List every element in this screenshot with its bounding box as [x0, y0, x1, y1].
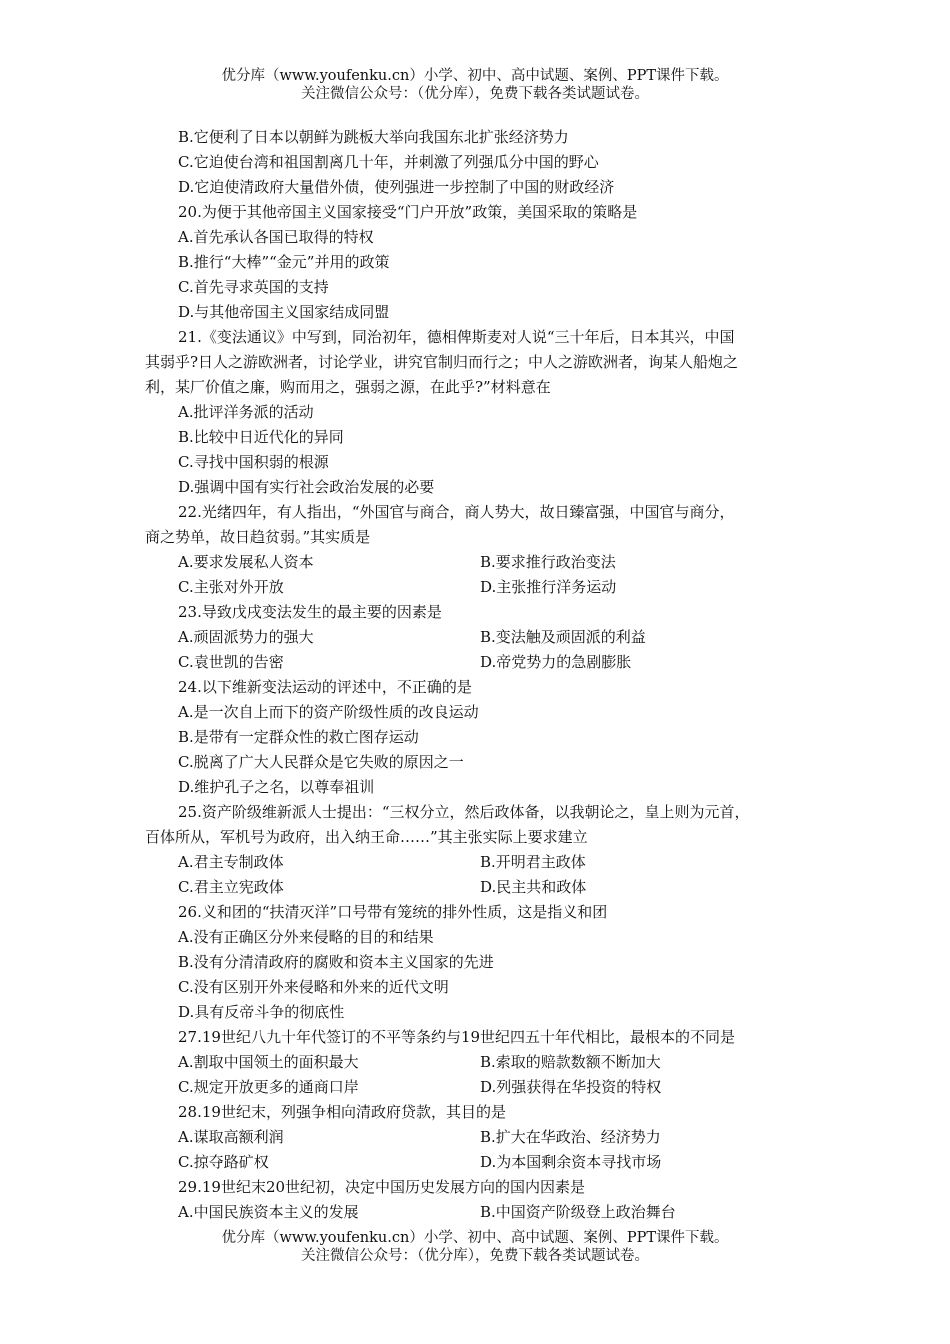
q27-stem: 27.19世纪八九十年代签订的不平等条约与19世纪四五十年代相比，最根本的不同是	[178, 1028, 736, 1046]
q25-stem-line-1: 25.资产阶级维新派人士提出：“三权分立，然后政体备，以我朝论之，皇上则为元首，	[178, 803, 750, 821]
page-header	[0, 67, 950, 103]
q22-stem-line-2: 商之势单，故日趋贫弱。”其实质是	[145, 528, 371, 546]
q28-option-c: C.掠夺路矿权	[178, 1153, 269, 1171]
exam-content	[145, 125, 815, 1225]
q28-options-row-1	[145, 1125, 815, 1150]
q20-option-c: C.首先寻求英国的支持	[178, 278, 329, 296]
q21-option-c: C.寻找中国积弱的根源	[178, 453, 329, 471]
q22-options-row-1	[145, 550, 815, 575]
q25-options-row-1	[145, 850, 815, 875]
q20-option-d: D.与其他帝国主义国家结成同盟	[178, 303, 390, 321]
q21-stem-line-2: 其弱乎?日人之游欧洲者，讨论学业，讲究官制归而行之；中人之游欧洲者，询某人船炮之	[145, 353, 739, 371]
q29-option-a: A.中国民族资本主义的发展	[178, 1203, 359, 1221]
header-line-2: 关注微信公众号：（优分库），免费下载各类试题试卷。	[301, 86, 649, 102]
page-footer	[0, 1229, 950, 1265]
q24-option-b: B.是带有一定群众性的救亡图存运动	[178, 728, 419, 746]
q25-option-a: A.君主专制政体	[178, 853, 284, 871]
q27-option-b: B.索取的赔款数额不断加大	[480, 1053, 661, 1071]
q22-option-a: A.要求发展私人资本	[178, 553, 314, 571]
q21-option-b: B.比较中日近代化的异同	[178, 428, 344, 446]
footer-line-1: 优分库（www.youfenku.cn）小学、初中、高中试题、案例、PPT课件下载。	[221, 1230, 729, 1246]
q28-option-a: A.谋取高额利润	[178, 1128, 284, 1146]
q20-option-b: B.推行“大棒”“金元”并用的政策	[178, 253, 390, 271]
q26-option-b: B.没有分清清政府的腐败和资本主义国家的先进	[178, 953, 494, 971]
q21-option-a: A.批评洋务派的活动	[178, 403, 314, 421]
q27-option-a: A.割取中国领土的面积最大	[178, 1053, 359, 1071]
footer-line-2: 关注微信公众号：（优分库），免费下载各类试题试卷。	[301, 1248, 649, 1264]
q22-option-c: C.主张对外开放	[178, 578, 284, 596]
q26-stem: 26.义和团的“扶清灭洋”口号带有笼统的排外性质，这是指义和团	[178, 903, 608, 921]
q25-option-d: D.民主共和政体	[480, 878, 587, 896]
q26-option-d: D.具有反帝斗争的彻底性	[178, 1003, 345, 1021]
q21-stem-line-1: 21.《变法通议》中写到，同治初年，德相俾斯麦对人说“三十年后，日本其兴，中国	[178, 328, 735, 346]
q22-stem-line-1: 22.光绪四年，有人指出，“外国官与商合，商人势大，故日臻富强，中国官与商分，	[178, 503, 735, 521]
q24-stem: 24.以下维新变法运动的评述中，不正确的是	[178, 678, 472, 696]
q24-option-d: D.维护孔子之名，以尊奉祖训	[178, 778, 375, 796]
q20-stem: 20.为便于其他帝国主义国家接受“门户开放”政策，美国采取的策略是	[178, 203, 638, 221]
header-line-1: 优分库（www.youfenku.cn）小学、初中、高中试题、案例、PPT课件下载。	[221, 68, 729, 84]
q28-option-b: B.扩大在华政治、经济势力	[480, 1128, 661, 1146]
q23-option-c: C.袁世凯的告密	[178, 653, 284, 671]
q23-stem: 23.导致戊戌变法发生的最主要的因素是	[178, 603, 442, 621]
q24-option-a: A.是一次自上而下的资产阶级性质的改良运动	[178, 703, 479, 721]
q28-options-row-2	[145, 1150, 815, 1175]
q28-option-d: D.为本国剩余资本寻找市场	[480, 1153, 662, 1171]
q24-option-c: C.脱离了广大人民群众是它失败的原因之一	[178, 753, 464, 771]
q20-option-a: A.首先承认各国已取得的特权	[178, 228, 374, 246]
q25-stem-line-2: 百体所从，军机号为政府，出入纳王命……”其主张实际上要求建立	[145, 828, 588, 846]
q21-option-d: D.强调中国有实行社会政治发展的必要	[178, 478, 435, 496]
q22-options-row-2	[145, 575, 815, 600]
q26-option-c: C.没有区别开外来侵略和外来的近代文明	[178, 978, 449, 996]
q27-options-row-2	[145, 1075, 815, 1100]
q22-option-d: D.主张推行洋务运动	[480, 578, 617, 596]
q25-options-row-2	[145, 875, 815, 900]
q23-option-a: A.顽固派势力的强大	[178, 628, 314, 646]
q19-option-d: D.它迫使清政府大量借外债，使列强进一步控制了中国的财政经济	[178, 178, 615, 196]
q25-option-b: B.开明君主政体	[480, 853, 586, 871]
q26-option-a: A.没有正确区分外来侵略的目的和结果	[178, 928, 434, 946]
q23-options-row-1	[145, 625, 815, 650]
q23-option-d: D.帝党势力的急剧膨胀	[480, 653, 632, 671]
q29-options-row-1	[145, 1200, 815, 1225]
q27-option-d: D.列强获得在华投资的特权	[480, 1078, 662, 1096]
q25-option-c: C.君主立宪政体	[178, 878, 284, 896]
q27-options-row-1	[145, 1050, 815, 1075]
q29-option-b: B.中国资产阶级登上政治舞台	[480, 1203, 676, 1221]
q19-option-c: C.它迫使台湾和祖国割离几十年，并刺激了列强瓜分中国的野心	[178, 153, 599, 171]
q28-stem: 28.19世纪末，列强争相向清政府贷款，其目的是	[178, 1103, 506, 1121]
q23-option-b: B.变法触及顽固派的利益	[480, 628, 646, 646]
q23-options-row-2	[145, 650, 815, 675]
q27-option-c: C.规定开放更多的通商口岸	[178, 1078, 359, 1096]
q29-stem: 29.19世纪末20世纪初，决定中国历史发展方向的国内因素是	[178, 1178, 586, 1196]
q21-stem-line-3: 利，某厂价值之廉，购而用之，强弱之源，在此乎?”材料意在	[145, 378, 551, 396]
q19-option-b: B.它便利了日本以朝鲜为跳板大举向我国东北扩张经济势力	[178, 128, 569, 146]
q22-option-b: B.要求推行政治变法	[480, 553, 616, 571]
